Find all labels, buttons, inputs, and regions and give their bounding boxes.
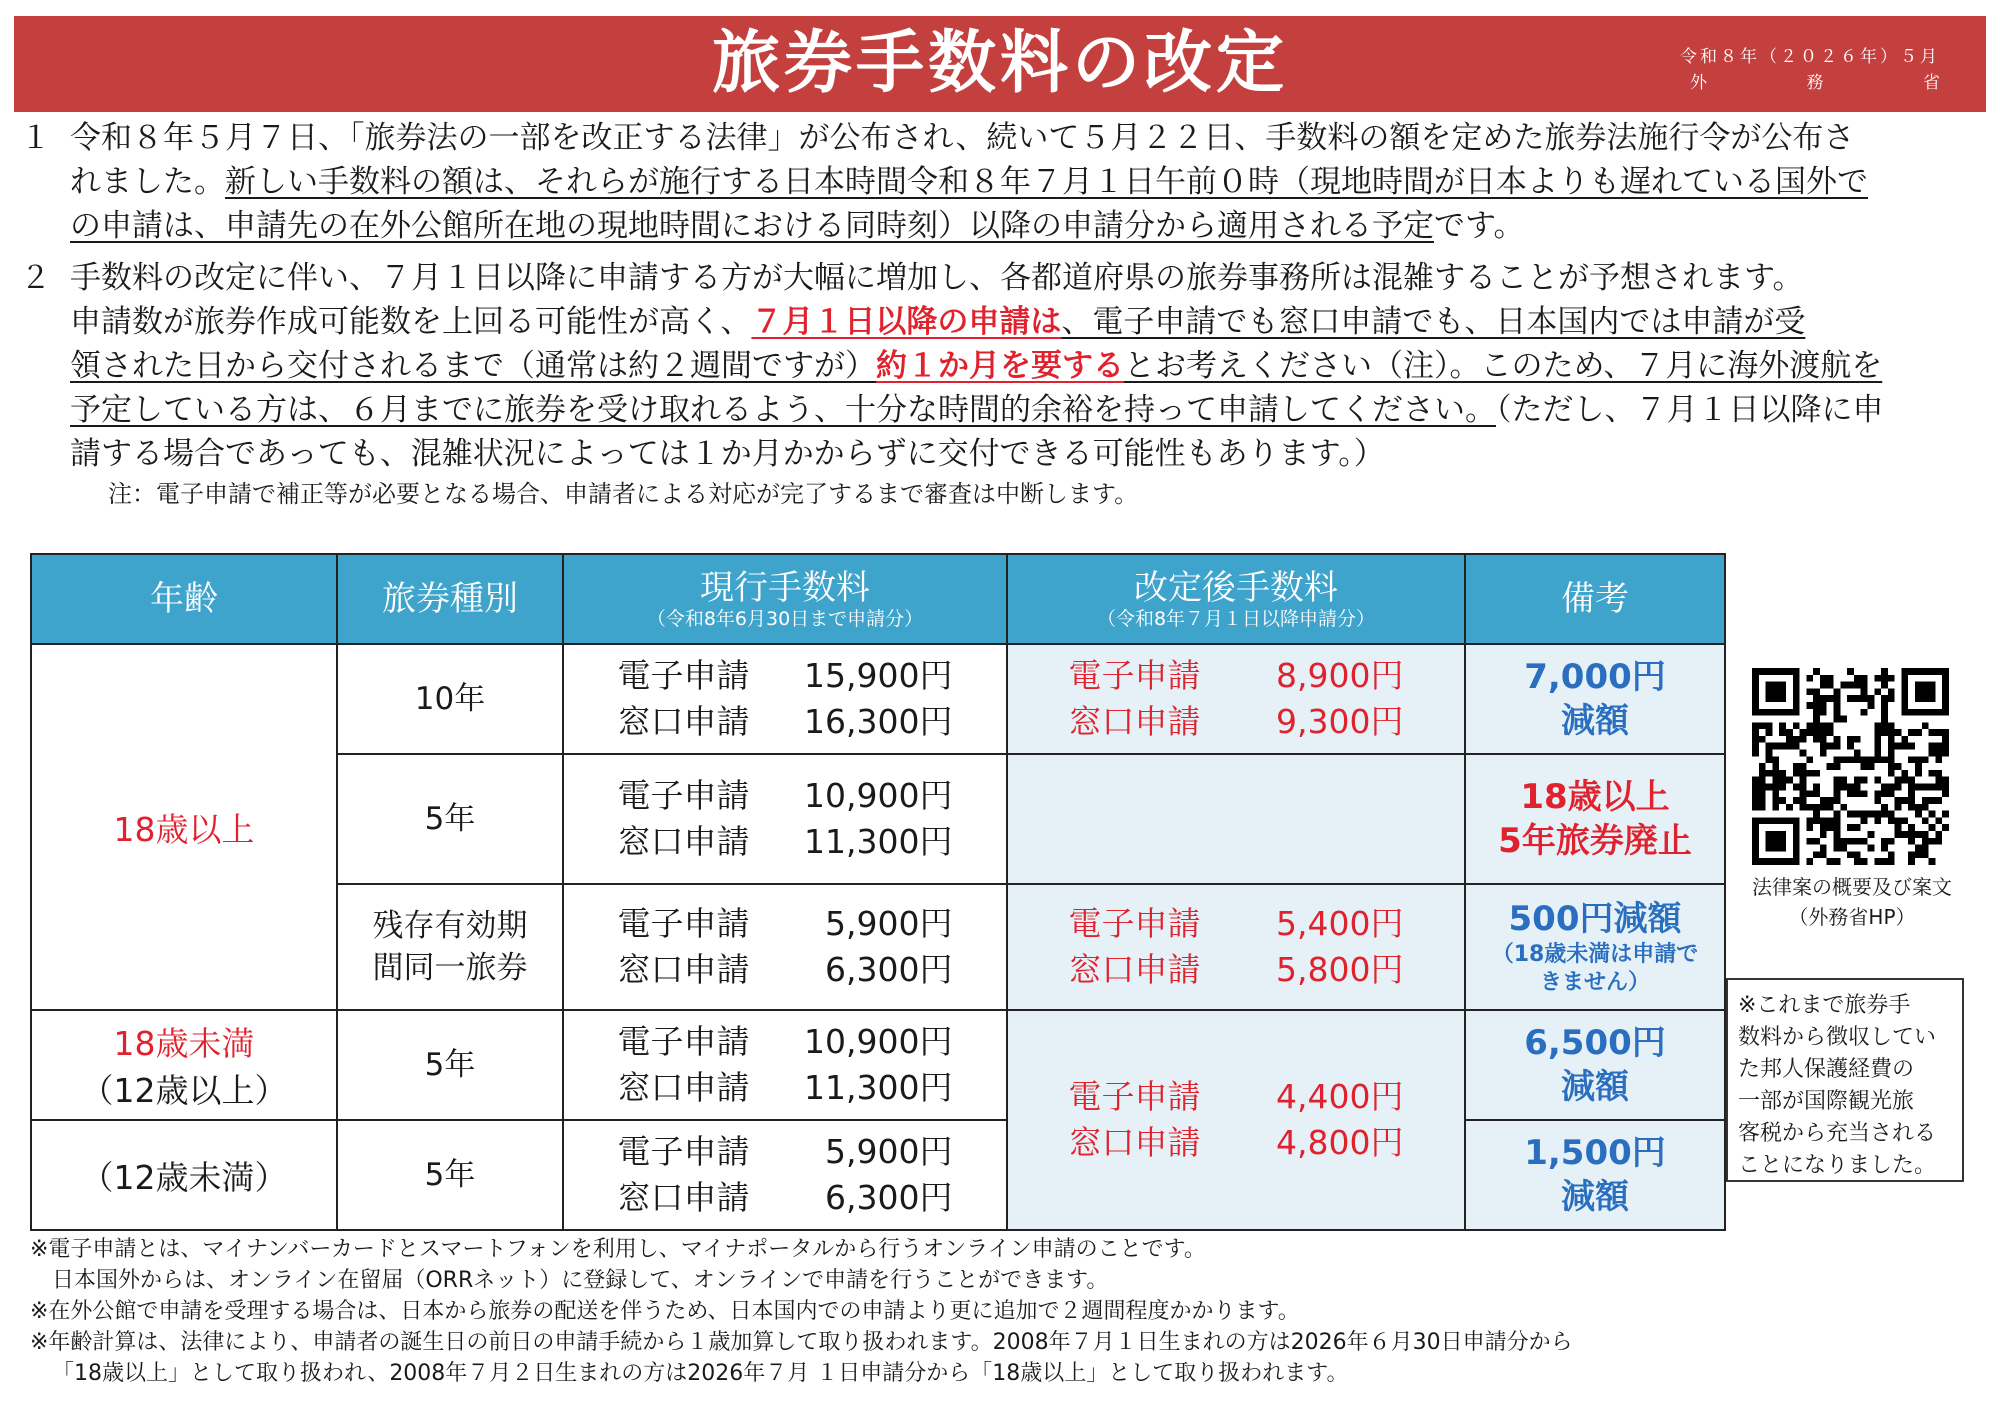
note-line: た邦人保護経費の	[1738, 1057, 1915, 1082]
remarks: 18歳以上 5年旅券廃止	[1465, 754, 1725, 884]
ministry-char: 務	[1806, 73, 1824, 93]
page-title: 旅券手数料の改定	[711, 24, 1288, 103]
section-2	[20, 256, 1970, 476]
header-remarks: 備考	[1465, 554, 1725, 644]
header-current-fee: 現行手数料 （令和8年6月30日まで申請分）	[563, 554, 1007, 644]
new-fee: 電子申請 4,400円 窓口申請 4,800円	[1007, 1010, 1465, 1230]
section-1	[20, 116, 1970, 248]
header-type: 旅券種別	[337, 554, 563, 644]
passport-type: 5年	[337, 754, 563, 884]
current-fee: 電子申請 15,900円 窓口申請 16,300円	[563, 644, 1007, 754]
fee-table	[30, 553, 1726, 1231]
passport-type: 10年	[337, 644, 563, 754]
new-fee-empty	[1007, 754, 1465, 884]
age-18-plus: 18歳以上	[31, 644, 337, 1010]
qr-caption: 法律案の概要及び案文 （外務省HP）	[1752, 875, 1952, 929]
note-line: 一部が国際観光旅	[1738, 1089, 1915, 1114]
section-2-line: 領された日から交付されるまで（通常は約２週間ですが）約１か月を要するとお考えください（注）。このため、７月に海外渡航を	[70, 348, 1883, 384]
header-age: 年齢	[31, 554, 337, 644]
funding-note-box	[1726, 978, 1964, 1182]
current-fee: 電子申請 10,900円 窓口申請 11,300円	[563, 754, 1007, 884]
remarks: 500円減額 （18歳未満は申請で きません）	[1465, 884, 1725, 1010]
footnote: 「18歳以上」として取り扱われ、2008年７月２日生まれの方は2026年７月 １日申請分から「18歳以上」として取り扱われます。	[52, 1361, 1349, 1386]
ministry-char: 外	[1690, 73, 1707, 93]
title-banner	[14, 16, 1986, 112]
footnote: ※在外公館で申請を受理する場合は、日本から旅券の配送を伴うため、日本国内での申請より更に追加で２週間程度かかります。	[30, 1299, 1300, 1324]
highlight-july-applications: ７月１日以降の申請は	[751, 304, 1062, 340]
section-2-line: 請する場合であっても、混雑状況によっては１か月かからずに交付できる可能性もあります。）	[70, 436, 1385, 472]
new-fee: 電子申請 8,900円 窓口申請 9,300円	[1007, 644, 1465, 754]
section-2-line: 予定している方は、６月までに旅券を受け取れるよう、十分な時間的余裕を持って申請してください。（ただし、７月１日以降に申	[70, 392, 1884, 428]
table-row	[31, 1010, 1725, 1120]
current-fee: 電子申請 10,900円 窓口申請 11,300円	[563, 1010, 1007, 1120]
header-new-fee: 改定後手数料 （令和8年７月１日以降申請分）	[1007, 554, 1465, 644]
note-line: 数料から徴収してい	[1738, 1025, 1937, 1050]
age-under-12: （12歳未満）	[31, 1120, 337, 1230]
new-fee: 電子申請 5,400円 窓口申請 5,800円	[1007, 884, 1465, 1010]
table-header-row	[31, 554, 1725, 644]
issuing-ministry	[1690, 68, 1940, 93]
note-line: ※これまで旅券手	[1738, 993, 1911, 1018]
passport-type: 5年	[337, 1010, 563, 1120]
section-1-line: の申請は、申請先の在外公館所在地の現地時間における同時刻）以降の申請分から適用される予定です。	[70, 208, 1525, 244]
remarks: 7,000円 減額	[1465, 644, 1725, 754]
note-line: ことになりました。	[1738, 1153, 1937, 1178]
footnote: 日本国外からは、オンライン在留届（ORRネット）に登録して、オンラインで申請を行うことができます。	[30, 1268, 1109, 1293]
footnote: ※電子申請とは、マイナンバーカードとスマートフォンを利用し、マイナポータルから行うオンライン申請のことです。	[30, 1237, 1206, 1262]
footnote: ※年齢計算は、法律により、申請者の誕生日の前日の申請手続から１歳加算して取り扱われます。2008年７月１日生まれの方は2026年６月30日申請分から	[30, 1330, 1573, 1355]
ministry-char: 省	[1923, 73, 1940, 93]
note-line: 客税から充当される	[1738, 1121, 1937, 1146]
age-12-to-17: 18歳未満 （12歳以上）	[31, 1010, 337, 1120]
section-2-line: 手数料の改定に伴い、７月１日以降に申請する方が大幅に増加し、各都道府県の旅券事務所は混雑することが予想されます。	[70, 260, 1804, 296]
current-fee: 電子申請 5,900円 窓口申請 6,300円	[563, 884, 1007, 1010]
passport-type: 残存有効期 間同一旅券	[337, 884, 563, 1010]
highlight-one-month: 約１か月を要する	[876, 348, 1124, 384]
section-1-line: 令和８年５月７日、「旅券法の一部を改正する法律」が公布され、続いて５月２２日、手数料の額を定めた旅券法施行令が公布さ	[70, 120, 1855, 156]
section-2-note: 注：電子申請で補正等が必要となる場合、申請者による対応が完了するまで審査は中断します。	[108, 480, 1139, 508]
section-number: ２	[20, 260, 51, 296]
issue-date: 令和８年（２０２６年）５月	[1680, 47, 1940, 67]
table-row	[31, 1120, 1725, 1230]
section-2-line: 申請数が旅券作成可能数を上回る可能性が高く、７月１日以降の申請は、電子申請でも窓口申請でも、日本国内では申請が受	[70, 304, 1806, 340]
passport-type: 5年	[337, 1120, 563, 1230]
table-row	[31, 644, 1725, 754]
section-1-line: れました。新しい手数料の額は、それらが施行する日本時間令和８年７月１日午前０時（現地時間が日本よりも遅れている国外で	[70, 164, 1868, 200]
current-fee: 電子申請 5,900円 窓口申請 6,300円	[563, 1120, 1007, 1230]
section-number: １	[20, 120, 51, 156]
remarks: 1,500円 減額	[1465, 1120, 1725, 1230]
remarks: 6,500円 減額	[1465, 1010, 1725, 1120]
qr-code-icon[interactable]	[1752, 668, 1949, 865]
